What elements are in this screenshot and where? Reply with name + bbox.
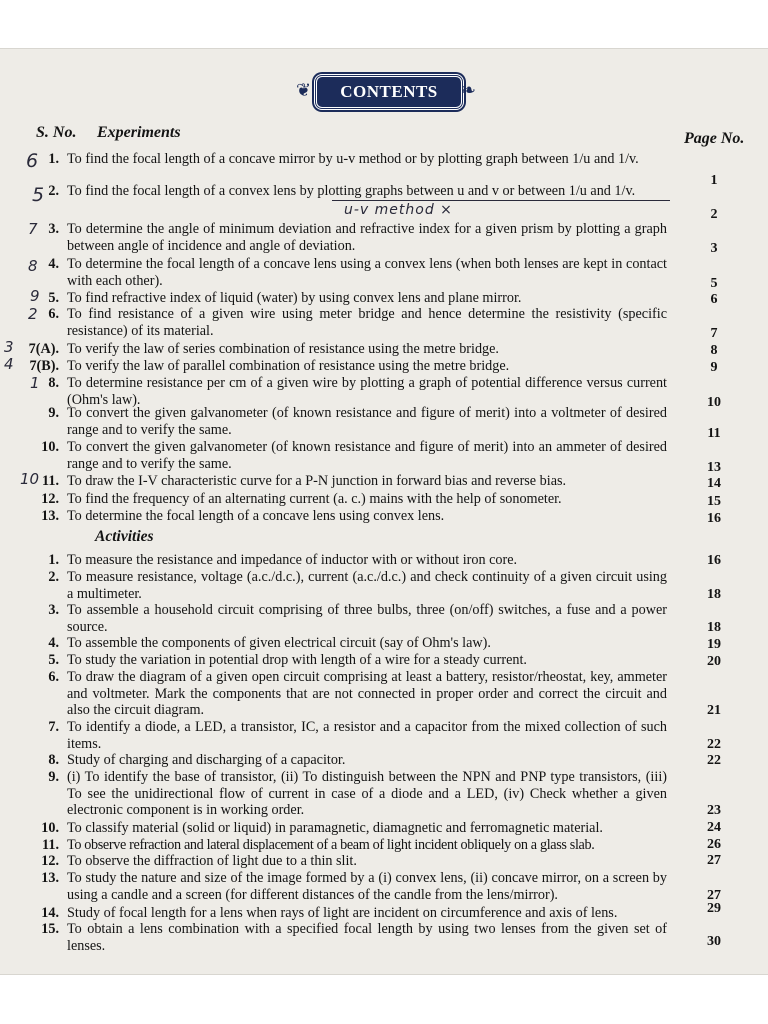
activity-title: To obtain a lens combination with a specified focal length by using two lenses from the given set of lenses. — [67, 921, 667, 954]
handwritten-number: 2 — [28, 305, 38, 323]
experiment-title: To determine the angle of minimum deviation and refractive index for a given prism by plotting a graph between angle of incidence and angle of deviation. — [67, 221, 667, 254]
page-number: 9 — [710, 360, 718, 375]
page-number: 20 — [707, 654, 721, 669]
experiment-number: 11. — [42, 473, 59, 489]
activity-number: 11. — [42, 837, 59, 853]
page-number: 18 — [707, 620, 721, 635]
experiment-number: 7(A). — [28, 341, 59, 357]
activity-number: 15. — [41, 921, 59, 937]
activity-number: 2. — [48, 569, 59, 585]
page-number: 1 — [710, 173, 718, 188]
page-number: 16 — [707, 511, 721, 526]
activity-number: 14. — [41, 905, 59, 921]
experiment-title: To find refractive index of liquid (water) by using convex lens and plane mirror. — [67, 290, 522, 306]
page-number: 5 — [710, 276, 718, 291]
activity-number: 10. — [41, 820, 59, 836]
experiment-number: 3. — [48, 221, 59, 237]
activity-title: To classify material (solid or liquid) in paramagnetic, diamagnetic and ferromagnetic material. — [67, 820, 603, 836]
page-number: 6 — [710, 292, 718, 307]
experiment-number: 7(B). — [29, 358, 59, 374]
flourish-left-icon: ❦ — [296, 80, 312, 100]
activity-title: To assemble the components of given electrical circuit (say of Ohm's law). — [67, 635, 491, 651]
activity-title: To measure the resistance and impedance of inductor with or without iron core. — [67, 552, 518, 568]
flourish-right-icon: ❧ — [460, 80, 476, 100]
handwritten-number: 10 — [20, 470, 40, 488]
page-number: 29 — [707, 901, 721, 916]
experiment-number: 12. — [41, 491, 59, 507]
activity-title: (i) To identify the base of transistor, (ii) To distinguish between the NPN and PNP type transistors, (iii) To see the unidirectional flow of current in case of a diode and a LED, (iv) Check whether a given electronic component is in working order. — [67, 769, 667, 818]
page-number: 22 — [707, 753, 721, 768]
experiment-number: 2. — [48, 183, 59, 199]
contents-banner — [296, 66, 476, 112]
activity-number: 6. — [48, 669, 59, 685]
handwritten-number: 8 — [28, 257, 38, 275]
activity-title: Study of focal length for a lens when rays of light are incident on circumference and axis of lens. — [67, 905, 618, 921]
page-number: 8 — [710, 343, 718, 358]
activity-title: To study the nature and size of the image formed by a (i) convex lens, (ii) concave mirror, on a screen by using a candle and a screen (for different distances of the candle from the lens/mirror). — [67, 870, 667, 903]
page-number: 26 — [707, 837, 721, 852]
handwritten-number: 4 — [4, 355, 14, 373]
page-number: 2 — [710, 207, 718, 222]
page-number: 15 — [707, 494, 721, 509]
experiment-title: To verify the law of parallel combination of resistance using the metre bridge. — [67, 358, 510, 374]
contents-heading: CONTENTS — [314, 74, 464, 110]
page-number: 22 — [707, 737, 721, 752]
page-number: 13 — [707, 460, 721, 475]
experiment-title: To find resistance of a given wire using meter bridge and hence determine the resistivity (specific resistance) of its material. — [67, 306, 667, 339]
activity-title: To observe refraction and lateral displacement of a beam of light incident obliquely on a glass slab. — [67, 837, 595, 853]
activity-title: To identify a diode, a LED, a transistor, IC, a resistor and a capacitor from the mixed collection of such items. — [67, 719, 667, 752]
page-number: 30 — [707, 934, 721, 949]
activity-title: To measure resistance, voltage (a.c./d.c.), current (a.c./d.c.) and check continuity of a given circuit using a multimeter. — [67, 569, 667, 602]
experiment-title: To verify the law of series combination of resistance using the metre bridge. — [67, 341, 499, 357]
handwritten-number: 9 — [30, 287, 40, 305]
page-number: 27 — [707, 853, 721, 868]
experiment-number: 4. — [48, 256, 59, 272]
handwritten-number: 7 — [28, 220, 38, 238]
page-number: 11 — [707, 426, 721, 441]
experiment-title: To find the focal length of a concave mirror by u-v method or by plotting graph between 1/u and 1/v. — [67, 151, 639, 167]
col-header-page: Page No. — [684, 130, 745, 147]
col-header-sno: S. No. — [36, 124, 77, 141]
experiment-number: 10. — [41, 439, 59, 455]
handwritten-number: 6 — [26, 150, 39, 172]
experiment-title: To find the frequency of an alternating current (a. c.) mains with the help of sonometer. — [67, 491, 562, 507]
activity-title: To draw the diagram of a given open circuit comprising at least a battery, resistor/rheostat, key, ammeter and voltmeter. Mark the components that are not connected in proper order and correct the circuit and also the circuit diagram. — [67, 669, 667, 718]
experiment-number: 6. — [48, 306, 59, 322]
activity-number: 12. — [41, 853, 59, 869]
handwritten-number: 1 — [30, 374, 40, 392]
activity-number: 8. — [48, 752, 59, 768]
page-number: 19 — [707, 637, 721, 652]
handwritten-note: u-v method × — [344, 202, 453, 218]
activities-heading: Activities — [95, 528, 154, 545]
page-number: 21 — [707, 703, 721, 718]
page-number: 7 — [710, 326, 718, 341]
experiment-title: To draw the I-V characteristic curve for a P-N junction in forward bias and reverse bias. — [67, 473, 567, 489]
page-number: 27 — [707, 888, 721, 903]
activity-title: To assemble a household circuit comprising of three bulbs, three (on/off) switches, a fuse and a power source. — [67, 602, 667, 635]
experiment-title: To convert the given galvanometer (of known resistance and figure of merit) into an ammeter of desired range and to verify the same. — [67, 439, 667, 472]
page-number: 18 — [707, 587, 721, 602]
page-number: 23 — [707, 803, 721, 818]
experiment-title: To determine resistance per cm of a given wire by plotting a graph of potential difference versus current (Ohm's law). — [67, 375, 667, 408]
experiment-number: 5. — [48, 290, 59, 306]
page-number: 16 — [707, 553, 721, 568]
experiment-title: To determine the focal length of a concave lens using convex lens. — [67, 508, 445, 524]
handwritten-number: 5 — [32, 184, 45, 206]
page-number: 3 — [710, 241, 718, 256]
experiment-number: 1. — [48, 151, 59, 167]
page-number: 24 — [707, 820, 721, 835]
page-number: 10 — [707, 395, 721, 410]
activity-title: To observe the diffraction of light due to a thin slit. — [67, 853, 357, 869]
handwritten-number: 3 — [4, 338, 14, 356]
activity-number: 4. — [48, 635, 59, 651]
activity-title: Study of charging and discharging of a capacitor. — [67, 752, 346, 768]
experiment-title: To find the focal length of a convex lens by plotting graphs between u and v or between 1/u and 1/v. — [67, 183, 636, 199]
activity-title: To study the variation in potential drop with length of a wire for a steady current. — [67, 652, 527, 668]
activity-number: 1. — [48, 552, 59, 568]
activity-number: 9. — [48, 769, 59, 785]
experiment-title: To convert the given galvanometer (of known resistance and figure of merit) into a voltmeter of desired range and to verify the same. — [67, 405, 667, 438]
activity-number: 13. — [41, 870, 59, 886]
activity-number: 5. — [48, 652, 59, 668]
page-number: 14 — [707, 476, 721, 491]
experiment-number: 8. — [48, 375, 59, 391]
underline-mark — [332, 200, 670, 201]
activity-number: 3. — [48, 602, 59, 618]
activity-number: 7. — [48, 719, 59, 735]
experiment-title: To determine the focal length of a concave lens using a convex lens (when both lenses are kept in contact with each other). — [67, 256, 667, 289]
experiment-number: 9. — [48, 405, 59, 421]
experiment-number: 13. — [41, 508, 59, 524]
col-header-experiments: Experiments — [97, 124, 181, 141]
